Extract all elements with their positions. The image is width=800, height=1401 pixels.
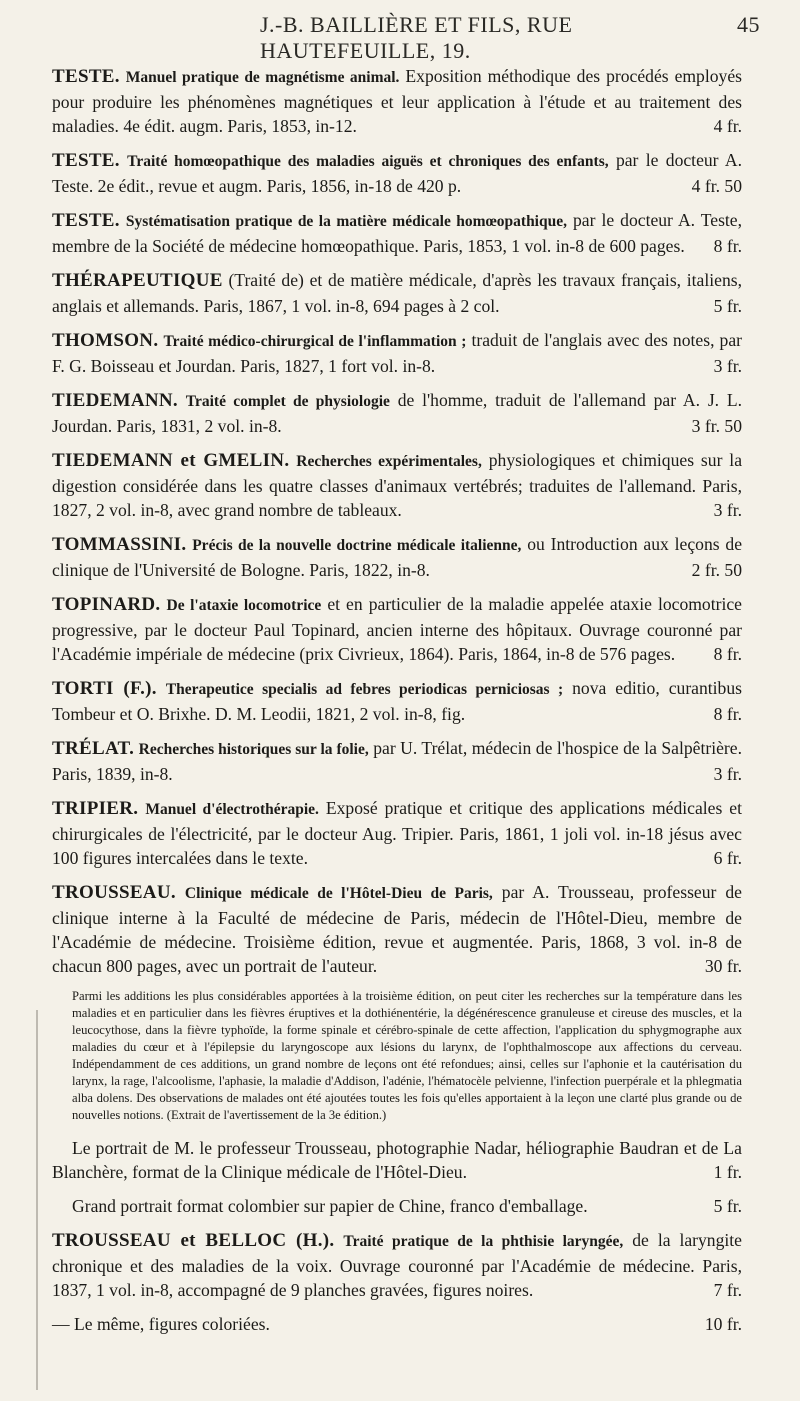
catalog-entry-last [52,1228,742,1302]
publisher-header: J.-B. BAILLIÈRE ET FILS, RUE HAUTEFEUILLE, 19. [260,12,573,63]
entry-title: Manuel pratique de magnétisme animal. [125,69,400,86]
entry-author: TOPINARD. [52,594,161,615]
catalog-entry [52,796,742,870]
entry-text: par le docteur A. Teste, membre de la Société de médecine homœopathique. Paris, 1853, 1 vol. in-8 de 600 pages. [52,210,743,256]
entry-author: TIEDEMANN. [52,390,178,411]
entry-author: TRIPIER. [52,798,139,819]
portrait-entry [52,1136,742,1184]
entry-list [52,64,742,978]
entry-text: de l'homme, traduit de l'allemand par A. J. L. Jourdan. Paris, 1831, 2 vol. in-8. [52,390,743,436]
portrait-text: Le portrait de M. le professeur Trousseau, photographie Nadar, héliographie Baudran et de La Blanchère, format de la Clinique médicale de l'Hôtel-Dieu. [52,1138,742,1182]
margin-shadow [36,1010,38,1390]
entry-price: 7 fr. [713,1280,742,1300]
entry-author: THÉRAPEUTIQUE [52,270,223,291]
catalog-entry [52,880,742,978]
entry-title: Précis de la nouvelle doctrine médicale italienne, [192,537,522,554]
entry-title: Traité pratique de la phthisie laryngée, [343,1233,624,1250]
entry-title: De l'ataxie locomotrice [166,597,322,614]
entry-title: Recherches historiques sur la folie, [138,741,369,758]
entry-title: Recherches expérimentales, [296,453,482,470]
colored-entry [52,1312,742,1336]
entry-text: par U. Trélat, médecin de l'hospice de la Salpêtrière. Paris, 1839, in-8. [52,738,742,784]
entry-price: 3 fr. [713,764,742,784]
catalog-entry [52,448,742,522]
entry-price: 8 fr. [713,704,742,724]
entry-author: TRÉLAT. [52,738,135,759]
entry-text: par A. Trousseau, professeur de clinique interne à la Faculté de médecine de Paris, médecin de l'Hôtel-Dieu, membre de l'Académie de médecine. Troisième édition, revue et augmentée. Paris, 1868, 3 vol. in-8 de chacun 800 pages, avec un portrait de l'auteur. [52,882,742,976]
entry-author: TOMMASSINI. [52,534,187,555]
entry-title: Traité homœopathique des maladies aiguës et chroniques des enfants, [127,153,609,170]
entry-price: 3 fr. [713,356,742,376]
entries [52,64,742,1346]
entry-text: de la laryngite chronique et des maladies de la voix. Ouvrage couronné par l'Académie de médecine. Paris, 1837, 1 vol. in-8, accompagné de 9 planches gravées, figures noires. [52,1230,742,1300]
entry-text: ou Introduction aux leçons de clinique de l'Université de Bologne. Paris, 1822, in-8. [52,534,743,580]
catalog-entry [52,328,742,378]
entry-price: 8 fr. [713,236,742,256]
running-head [260,12,760,64]
entry-price: 8 fr. [713,644,742,664]
entry-price: 4 fr. [713,116,742,136]
entry-author: TESTE. [52,66,120,87]
entry-author: TORTI (F.). [52,678,157,699]
entry-title: Systématisation pratique de la matière médicale homœopathique, [125,213,567,230]
catalog-entry [52,532,742,582]
portrait-price: 1 fr. [713,1162,742,1182]
catalog-entry [52,676,742,726]
colored-text: — Le même, figures coloriées. [52,1314,270,1334]
colored-price: 10 fr. [704,1314,742,1334]
catalog-entry [52,592,742,666]
catalog-entry [52,64,742,138]
entry-text: (Traité de) et de matière médicale, d'après les travaux français, italiens, anglais et allemands. Paris, 1867, 1 vol. in-8, 694 pages à 2 col. [52,270,742,316]
entry-title: Clinique médicale de l'Hôtel-Dieu de Paris, [184,885,493,902]
entry-title: Therapeutice specialis ad febres periodicas perniciosas ; [165,681,564,698]
entry-author: THOMSON. [52,330,159,351]
entry-author: TESTE. [52,210,120,231]
entry-text: et en particulier de la maladie appelée ataxie locomotrice progressive, par le docteur Paul Topinard, ancien interne des hôpitaux. Ouvrage couronné par l'Académie impériale de médecine (prix Civrieux, 1864). Paris, 1864, in-8 de 576 pages. [52,594,742,664]
entry-author: TROUSSEAU et BELLOC (H.). [52,1230,335,1251]
entry-price: 30 fr. [704,956,742,976]
entry-text: traduit de l'anglais avec des notes, par F. G. Boisseau et Jourdan. Paris, 1827, 1 fort vol. in-8. [52,330,743,376]
entry-text: Exposition méthodique des procédés employés pour produire les phénomènes magnétiques et leur application à l'étude et au traitement des maladies. 4e édit. augm. Paris, 1853, in-12. [52,66,742,136]
entry-text: par le docteur A. Teste. 2e édit., revue et augm. Paris, 1856, in-18 de 420 p. [52,150,742,196]
entry-text: Exposé pratique et critique des applications médicales et chirurgicales de l'électricité, par le docteur Aug. Tripier. Paris, 1861, 1 joli vol. in-18 jésus avec 100 figures intercalées dans le texte. [52,798,742,868]
large-portrait-price: 5 fr. [713,1196,742,1216]
entry-author: TROUSSEAU. [52,882,176,903]
entry-text: nova editio, curantibus Tombeur et O. Brixhe. D. M. Leodii, 1821, 2 vol. in-8, fig. [52,678,743,724]
entry-title: Traité médico-chirurgical de l'inflammation ; [163,333,467,350]
entry-price: 6 fr. [713,848,742,868]
entry-price: 2 fr. 50 [691,560,742,580]
entry-price: 3 fr. 50 [691,416,742,436]
catalog-entry [52,148,742,198]
catalog-entry [52,268,742,318]
entry-author: TESTE. [52,150,120,171]
page-number: 45 [737,12,760,37]
large-portrait-entry [52,1194,742,1218]
entry-author: TIEDEMANN et GMELIN. [52,450,290,471]
entry-price: 5 fr. [713,296,742,316]
catalog-entry [52,388,742,438]
entry-title: Manuel d'électrothérapie. [145,801,319,818]
large-portrait-text: Grand portrait format colombier sur papier de Chine, franco d'emballage. [72,1196,588,1216]
catalog-entry [52,736,742,786]
entry-price: 4 fr. 50 [691,176,742,196]
entry-title: Traité complet de physiologie [185,393,390,410]
entry-text: physiologiques et chimiques sur la digestion considérée dans les quatre classes d'animaux vertébrés; traduites de l'allemand. Paris, 1827, 2 vol. in-8, avec grand nombre de tableaux. [52,450,743,520]
entry-price: 3 fr. [713,500,742,520]
catalog-entry [52,208,742,258]
trousseau-note: Parmi les additions les plus considérables apportées à la troisième édition, on peut citer les recherches sur la température dans les maladies et en particulier dans les fièvres éruptives et la dothiénentérie, la dégénérescence granuleuse et cireuse des muscles, et la leucocythose, dans la fièvre typhoïde, la forme spinale et cérébro-spinale de cette affection, l'application du sphygmographe aux maladies du cœur et à l'épilepsie du laryngoscope aux lésions du larynx, de l'ophthalmoscope aux affections du cerveau. Indépendamment de ces additions, un grand nombre de leçons ont été refondues; ainsi, celles sur l'aphonie et la cautérisation du larynx, la rage, l'alcoolisme, l'aphasie, la maladie d'Addison, l'adénie, l'hématocèle pelvienne, l'infection puerpérale et la phlegmatia alba dolens. Des observations de malades ont été ajoutées toutes les fois qu'elles apportaient à la leçon une clarté plus grande ou de nouvelles notions. (Extrait de l'avertissement de la 3e édition.) [72,989,742,1122]
